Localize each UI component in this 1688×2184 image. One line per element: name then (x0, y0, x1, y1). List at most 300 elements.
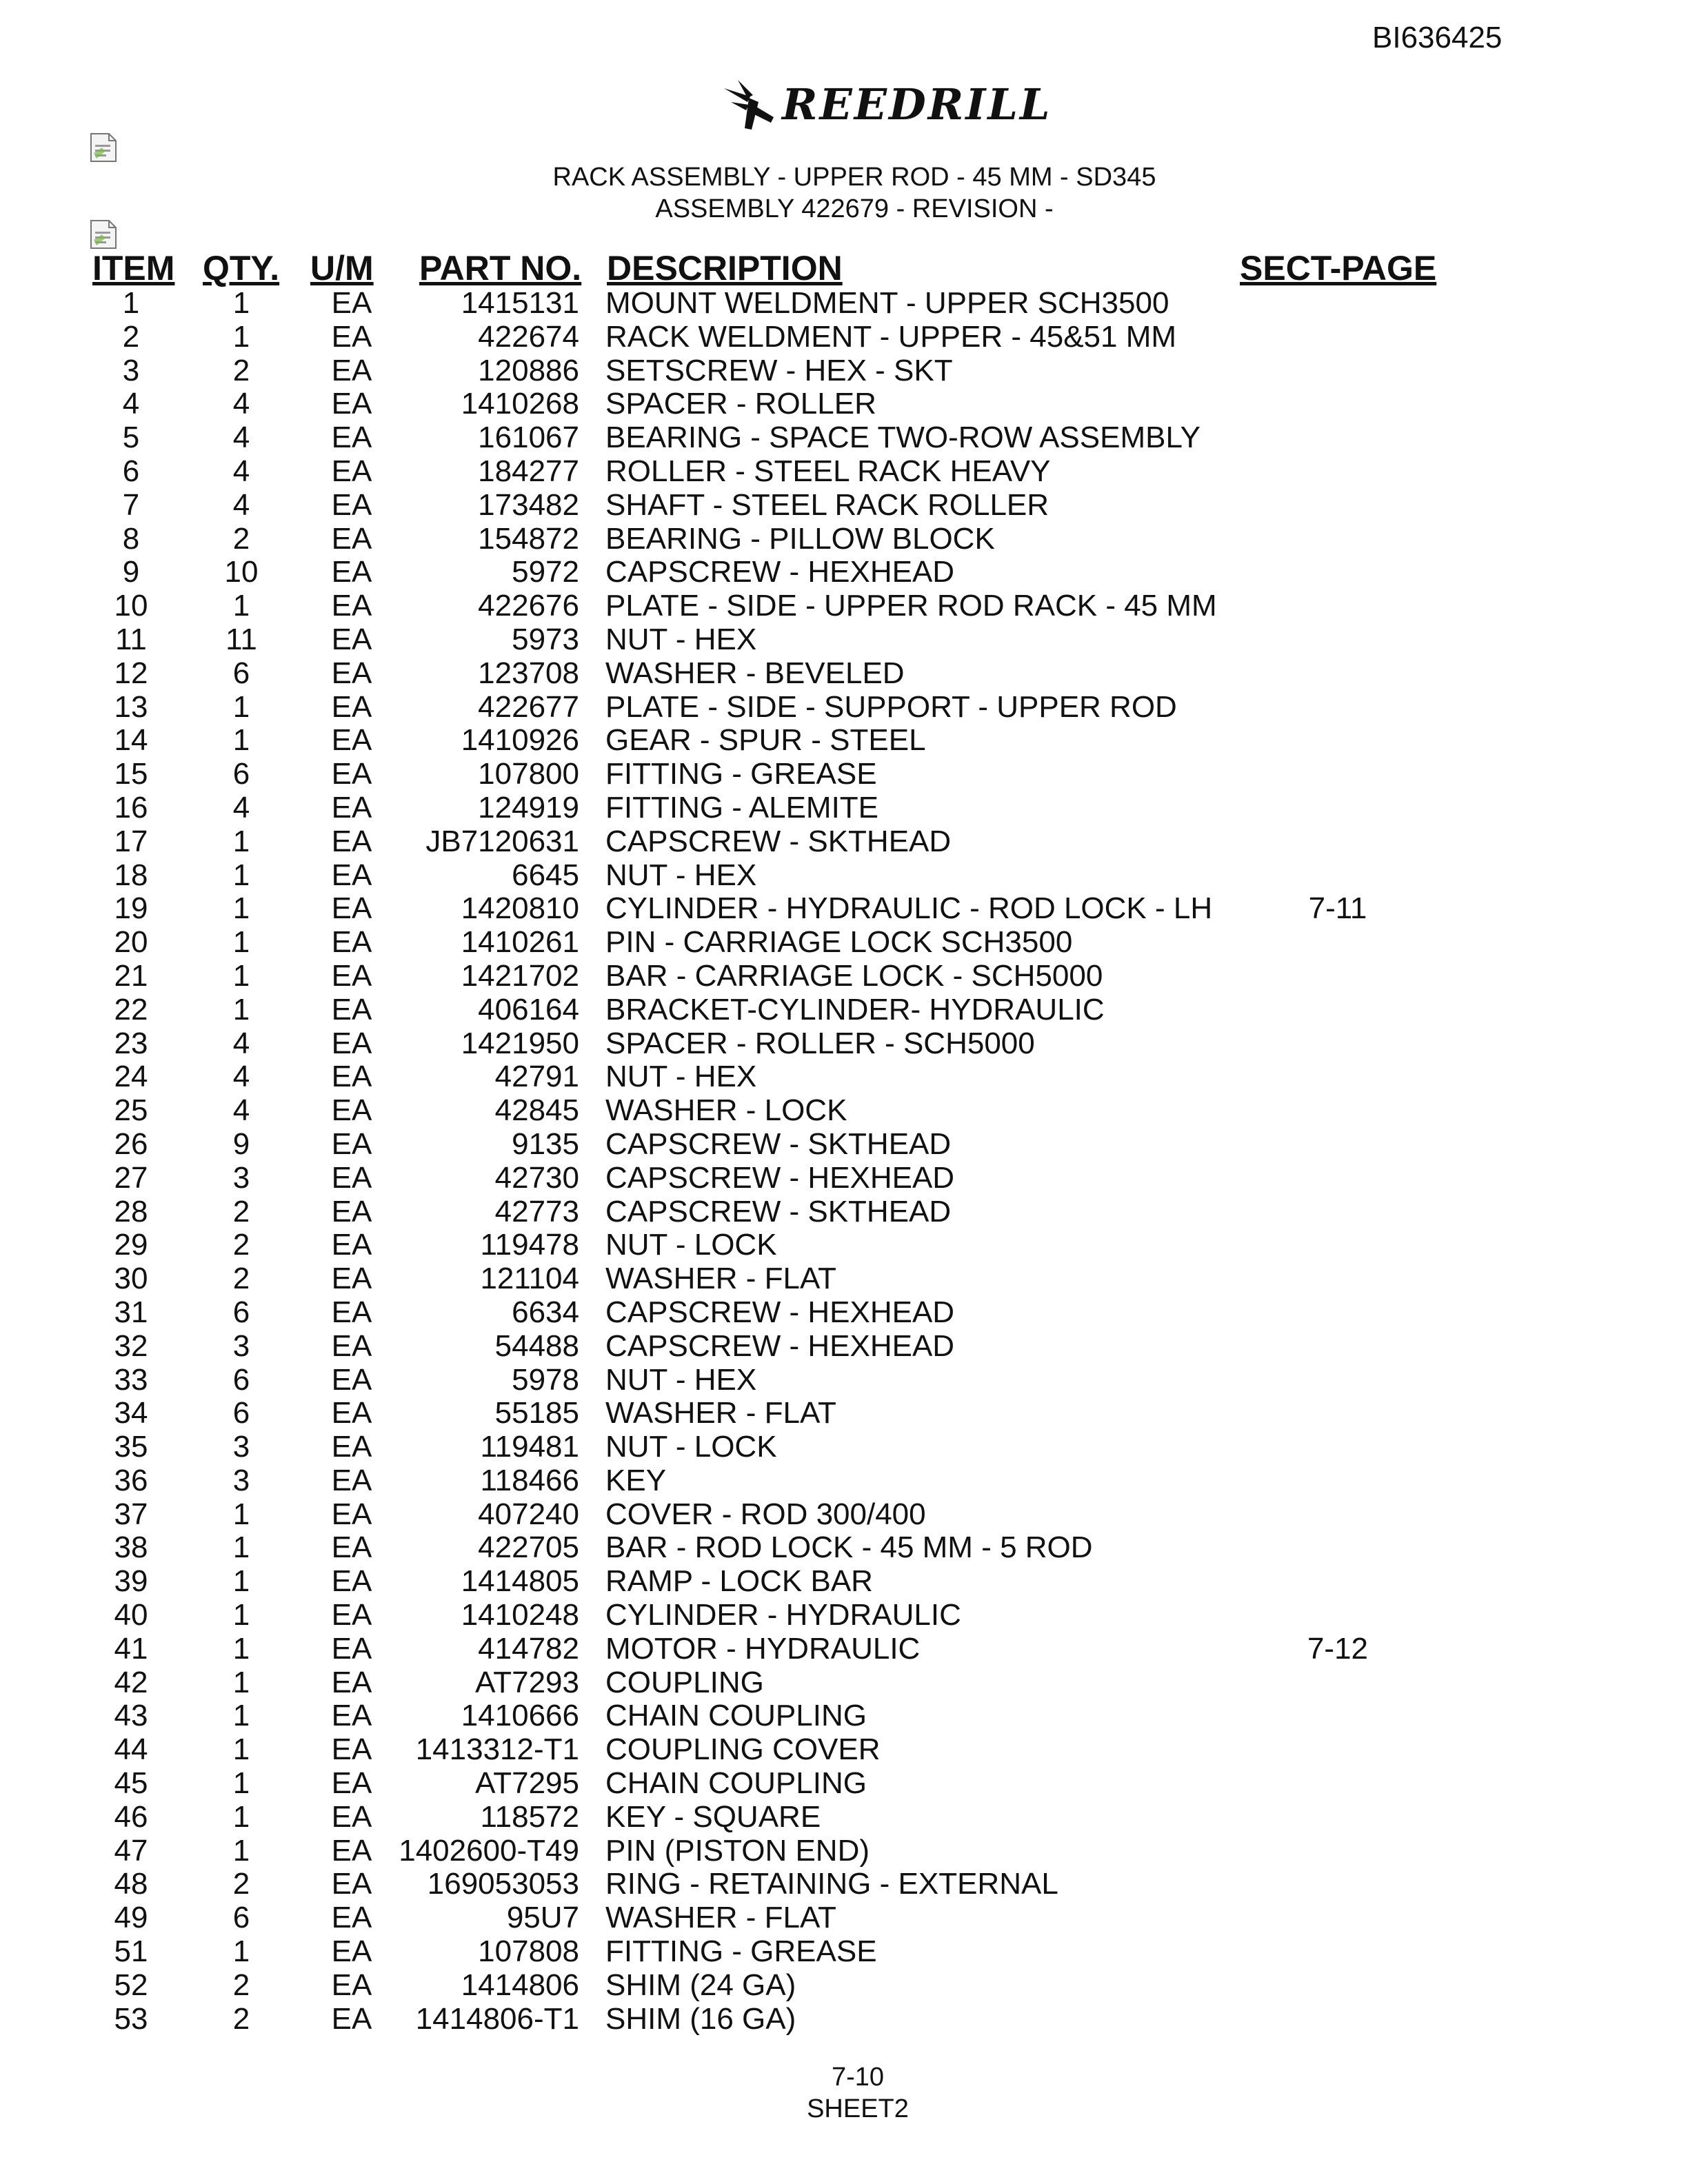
unit-of-measure: EA (331, 286, 372, 320)
description: NUT - HEX (605, 622, 757, 656)
quantity: 6 (232, 1362, 250, 1397)
description: CHAIN COUPLING (605, 1766, 867, 1801)
quantity: 1 (232, 858, 250, 892)
quantity: 1 (232, 824, 250, 858)
item-number: 19 (114, 891, 148, 926)
item-number: 11 (115, 622, 147, 656)
item-number: 35 (114, 1430, 148, 1464)
part-number: 422705 (478, 1530, 579, 1565)
description: NUT - HEX (605, 1060, 757, 1094)
item-number: 10 (114, 589, 148, 623)
table-row (0, 421, 1688, 455)
table-row (0, 1060, 1688, 1094)
table-row (0, 1599, 1688, 1632)
item-number: 32 (114, 1328, 148, 1363)
table-row (0, 1733, 1688, 1767)
unit-of-measure: EA (331, 1160, 372, 1195)
part-number: 118466 (480, 1463, 579, 1497)
quantity: 4 (232, 1093, 250, 1128)
table-row (0, 623, 1688, 657)
quantity: 1 (232, 1833, 250, 1868)
quantity: 2 (232, 521, 250, 556)
item-number: 17 (114, 824, 148, 858)
description: WASHER - FLAT (605, 1262, 836, 1296)
quantity: 1 (232, 1497, 250, 1531)
part-number: 1413312-T1 (415, 1732, 579, 1767)
table-row (0, 589, 1688, 623)
table-row (0, 1094, 1688, 1128)
description: PIN - CARRIAGE LOCK SCH3500 (605, 925, 1073, 960)
table-row (0, 691, 1688, 725)
quantity: 3 (232, 1463, 250, 1497)
table-row (0, 960, 1688, 993)
page-footer (0, 2061, 1688, 2125)
part-number: 1414805 (461, 1564, 579, 1599)
quantity: 1 (232, 689, 250, 724)
item-number: 4 (122, 387, 140, 421)
item-number: 20 (114, 925, 148, 960)
quantity: 1 (232, 723, 250, 758)
table-row (0, 321, 1688, 354)
quantity: 6 (232, 1396, 250, 1430)
item-number: 53 (114, 2001, 148, 2036)
title-line-2: ASSEMBLY 422679 - REVISION - (655, 194, 1054, 223)
item-number: 47 (114, 1833, 148, 1868)
table-row (0, 1228, 1688, 1262)
item-number: 39 (114, 1564, 148, 1599)
description: CAPSCREW - HEXHEAD (605, 1160, 955, 1195)
unit-of-measure: EA (331, 454, 372, 488)
part-number: 119481 (480, 1430, 579, 1464)
unit-of-measure: EA (331, 656, 372, 690)
quantity: 1 (232, 1732, 250, 1767)
table-row (0, 724, 1688, 758)
item-number: 38 (114, 1530, 148, 1565)
item-number: 5 (122, 421, 140, 455)
part-number: 123708 (478, 656, 579, 690)
col-sect-header: SECT-PAGE (1240, 249, 1437, 287)
table-row (0, 1027, 1688, 1061)
quantity: 1 (232, 319, 250, 354)
item-number: 28 (114, 1194, 148, 1228)
quantity: 4 (232, 487, 250, 522)
description: KEY (605, 1463, 667, 1497)
document-id: BI636425 (1372, 21, 1503, 54)
quantity: 6 (232, 1901, 250, 1935)
col-um-header: U/M (310, 249, 374, 287)
unit-of-measure: EA (331, 421, 372, 455)
part-number: 184277 (478, 454, 579, 488)
unit-of-measure: EA (331, 1093, 372, 1128)
part-number: 42773 (494, 1194, 579, 1228)
unit-of-measure: EA (331, 958, 372, 993)
description: CAPSCREW - SKTHEAD (605, 1194, 952, 1228)
unit-of-measure: EA (331, 353, 372, 387)
unit-of-measure: EA (331, 589, 372, 623)
table-row (0, 489, 1688, 523)
col-item-header: ITEM (92, 249, 175, 287)
quantity: 1 (232, 1665, 250, 1699)
unit-of-measure: EA (331, 824, 372, 858)
part-number: 42730 (494, 1160, 579, 1195)
table-row (0, 1262, 1688, 1296)
table-row (0, 2003, 1688, 2036)
quantity: 3 (232, 1430, 250, 1464)
quantity: 11 (225, 622, 257, 656)
unit-of-measure: EA (331, 521, 372, 556)
part-number: 1420810 (461, 891, 579, 926)
part-number: JB7120631 (425, 824, 579, 858)
description: NUT - LOCK (605, 1430, 777, 1464)
item-number: 27 (114, 1160, 148, 1195)
section-page: 7-11 (1308, 891, 1367, 926)
unit-of-measure: EA (331, 1295, 372, 1329)
unit-of-measure: EA (331, 992, 372, 1027)
part-number: 1410261 (461, 925, 579, 960)
item-number: 45 (114, 1766, 148, 1801)
part-number: 161067 (478, 421, 579, 455)
item-number: 7 (122, 487, 140, 522)
table-row (0, 1632, 1688, 1666)
table-row (0, 1430, 1688, 1464)
brand-logo (717, 74, 1052, 134)
item-number: 1 (122, 286, 140, 320)
description: WASHER - FLAT (605, 1396, 836, 1430)
part-number: 414782 (478, 1631, 579, 1666)
description: COUPLING COVER (605, 1732, 881, 1767)
table-row (0, 1801, 1688, 1834)
description: COVER - ROD 300/400 (605, 1497, 926, 1531)
unit-of-measure: EA (331, 2001, 372, 2036)
description: BEARING - PILLOW BLOCK (605, 521, 995, 556)
description: CHAIN COUPLING (605, 1699, 867, 1733)
part-number: 1414806-T1 (415, 2001, 579, 2036)
quantity: 6 (232, 1295, 250, 1329)
part-number: 422676 (478, 589, 579, 623)
item-number: 15 (114, 757, 148, 791)
table-row (0, 859, 1688, 893)
description: SPACER - ROLLER (605, 387, 876, 421)
description: BAR - ROD LOCK - 45 MM - 5 ROD (605, 1530, 1093, 1565)
document-icon (90, 132, 117, 163)
part-number: 6645 (512, 858, 579, 892)
description: RAMP - LOCK BAR (605, 1564, 873, 1599)
unit-of-measure: EA (331, 1631, 372, 1666)
quantity: 6 (232, 656, 250, 690)
unit-of-measure: EA (331, 1328, 372, 1363)
description: CAPSCREW - SKTHEAD (605, 824, 952, 858)
part-number: 407240 (478, 1497, 579, 1531)
table-row (0, 1901, 1688, 1935)
title-line-1: RACK ASSEMBLY - UPPER ROD - 45 MM - SD345 (552, 163, 1156, 192)
description: SHIM (16 GA) (605, 2001, 796, 2036)
item-number: 52 (114, 1968, 148, 2002)
item-number: 12 (114, 656, 148, 690)
unit-of-measure: EA (331, 689, 372, 724)
table-row (0, 556, 1688, 589)
table-row (0, 657, 1688, 691)
table-row (0, 1195, 1688, 1229)
quantity: 2 (232, 1867, 250, 1901)
table-row (0, 993, 1688, 1027)
unit-of-measure: EA (331, 858, 372, 892)
table-row (0, 1935, 1688, 1969)
item-number: 43 (114, 1699, 148, 1733)
description: NUT - LOCK (605, 1228, 777, 1262)
quantity: 6 (232, 757, 250, 791)
description: RING - RETAINING - EXTERNAL (605, 1867, 1058, 1901)
description: BRACKET-CYLINDER- HYDRAULIC (605, 992, 1105, 1027)
quantity: 10 (224, 555, 259, 589)
col-desc-header: DESCRIPTION (607, 249, 843, 287)
unit-of-measure: EA (331, 622, 372, 656)
part-number: 422674 (478, 319, 579, 354)
part-number: 120886 (478, 353, 579, 387)
part-number: 95U7 (506, 1901, 579, 1935)
part-number: 5973 (512, 622, 579, 656)
description: SHIM (24 GA) (605, 1968, 796, 2002)
item-number: 16 (114, 790, 148, 825)
item-number: 22 (114, 992, 148, 1027)
item-number: 24 (114, 1060, 148, 1094)
unit-of-measure: EA (331, 790, 372, 825)
description: SPACER - ROLLER - SCH5000 (605, 1026, 1035, 1060)
item-number: 40 (114, 1598, 148, 1632)
quantity: 1 (232, 958, 250, 993)
part-number: 406164 (478, 992, 579, 1027)
unit-of-measure: EA (331, 1026, 372, 1060)
description: SHAFT - STEEL RACK ROLLER (605, 487, 1049, 522)
table-row (0, 387, 1688, 421)
quantity: 2 (232, 1194, 250, 1228)
parts-table (0, 287, 1688, 2036)
description: CYLINDER - HYDRAULIC - ROD LOCK - LH (605, 891, 1213, 926)
description: ROLLER - STEEL RACK HEAVY (605, 454, 1051, 488)
part-number: 42845 (494, 1093, 579, 1128)
description: WASHER - BEVELED (605, 656, 905, 690)
description: FITTING - ALEMITE (605, 790, 879, 825)
assembly-title (0, 161, 1688, 225)
part-number: 107808 (478, 1934, 579, 1969)
table-row (0, 1666, 1688, 1700)
quantity: 1 (232, 1631, 250, 1666)
part-number: 1402600-T49 (399, 1833, 579, 1868)
part-number: 6634 (512, 1295, 579, 1329)
quantity: 1 (232, 589, 250, 623)
part-number: 169053053 (427, 1867, 579, 1901)
unit-of-measure: EA (331, 1530, 372, 1565)
item-number: 36 (114, 1463, 148, 1497)
unit-of-measure: EA (331, 1598, 372, 1632)
description: CAPSCREW - HEXHEAD (605, 1328, 955, 1363)
description: CAPSCREW - HEXHEAD (605, 1295, 955, 1329)
quantity: 4 (232, 421, 250, 455)
item-number: 41 (114, 1631, 148, 1666)
description: PIN (PISTON END) (605, 1833, 870, 1868)
unit-of-measure: EA (331, 1362, 372, 1397)
part-number: 42791 (494, 1060, 579, 1094)
unit-of-measure: EA (331, 1732, 372, 1767)
item-number: 34 (114, 1396, 148, 1430)
unit-of-measure: EA (331, 1396, 372, 1430)
part-number: 1421702 (461, 958, 579, 993)
description: FITTING - GREASE (605, 757, 877, 791)
unit-of-measure: EA (331, 1060, 372, 1094)
item-number: 44 (114, 1732, 148, 1767)
item-number: 26 (114, 1126, 148, 1161)
unit-of-measure: EA (331, 387, 372, 421)
item-number: 6 (122, 454, 140, 488)
quantity: 2 (232, 1262, 250, 1296)
item-number: 29 (114, 1228, 148, 1262)
quantity: 1 (232, 992, 250, 1027)
part-number: 121104 (480, 1262, 579, 1296)
description: WASHER - FLAT (605, 1901, 836, 1935)
unit-of-measure: EA (331, 1126, 372, 1161)
unit-of-measure: EA (331, 723, 372, 758)
description: SETSCREW - HEX - SKT (605, 353, 953, 387)
reedrill-logo-icon (717, 74, 779, 134)
quantity: 4 (232, 790, 250, 825)
part-number: 173482 (478, 487, 579, 522)
unit-of-measure: EA (331, 1564, 372, 1599)
quantity: 1 (232, 1799, 250, 1834)
quantity: 2 (232, 353, 250, 387)
table-row (0, 1364, 1688, 1397)
table-row (0, 892, 1688, 926)
unit-of-measure: EA (331, 1262, 372, 1296)
item-number: 51 (114, 1934, 148, 1969)
col-qty-header: QTY. (203, 249, 280, 287)
part-number: AT7295 (475, 1766, 579, 1801)
table-row (0, 523, 1688, 556)
unit-of-measure: EA (331, 487, 372, 522)
item-number: 31 (114, 1295, 148, 1329)
part-number: 118572 (480, 1799, 579, 1834)
quantity: 9 (232, 1126, 250, 1161)
description: NUT - HEX (605, 858, 757, 892)
quantity: 2 (232, 1968, 250, 2002)
table-row (0, 455, 1688, 489)
item-number: 23 (114, 1026, 148, 1060)
quantity: 1 (232, 1564, 250, 1599)
part-number: 5978 (512, 1362, 579, 1397)
item-number: 49 (114, 1901, 148, 1935)
description: PLATE - SIDE - SUPPORT - UPPER ROD (605, 689, 1177, 724)
quantity: 2 (232, 2001, 250, 2036)
quantity: 1 (232, 891, 250, 926)
unit-of-measure: EA (331, 891, 372, 926)
brand-name: REEDRILL (782, 79, 1052, 130)
table-row (0, 354, 1688, 388)
quantity: 1 (232, 286, 250, 320)
table-row (0, 1969, 1688, 2003)
quantity: 1 (232, 1699, 250, 1733)
part-number: 5972 (512, 555, 579, 589)
item-number: 9 (122, 555, 140, 589)
table-row (0, 1162, 1688, 1195)
table-row (0, 1699, 1688, 1733)
unit-of-measure: EA (331, 1968, 372, 2002)
table-row (0, 825, 1688, 859)
table-row (0, 1397, 1688, 1430)
part-number: 422677 (478, 689, 579, 724)
sheet-label: SHEET2 (807, 2094, 909, 2123)
quantity: 4 (232, 454, 250, 488)
table-row (0, 287, 1688, 321)
quantity: 1 (232, 1530, 250, 1565)
quantity: 2 (232, 1228, 250, 1262)
part-number: 124919 (478, 790, 579, 825)
unit-of-measure: EA (331, 1766, 372, 1801)
quantity: 1 (232, 1934, 250, 1969)
item-number: 14 (114, 723, 148, 758)
description: FITTING - GREASE (605, 1934, 877, 1969)
table-row (0, 1498, 1688, 1532)
item-number: 48 (114, 1867, 148, 1901)
description: BAR - CARRIAGE LOCK - SCH5000 (605, 958, 1103, 993)
section-page: 7-12 (1307, 1631, 1369, 1666)
item-number: 3 (122, 353, 140, 387)
part-number: AT7293 (475, 1665, 579, 1699)
part-number: 1410248 (461, 1598, 579, 1632)
part-number: 1410268 (461, 387, 579, 421)
item-number: 8 (122, 521, 140, 556)
description: KEY - SQUARE (605, 1799, 821, 1834)
quantity: 1 (232, 925, 250, 960)
quantity: 1 (232, 1766, 250, 1801)
part-number: 107800 (478, 757, 579, 791)
item-number: 30 (114, 1262, 148, 1296)
unit-of-measure: EA (331, 1833, 372, 1868)
table-row (0, 1296, 1688, 1330)
col-part-header: PART NO. (419, 249, 582, 287)
part-number: 55185 (494, 1396, 579, 1430)
description: CYLINDER - HYDRAULIC (605, 1598, 961, 1632)
unit-of-measure: EA (331, 1799, 372, 1834)
part-number: 1410926 (461, 723, 579, 758)
table-row (0, 758, 1688, 791)
description: PLATE - SIDE - UPPER ROD RACK - 45 MM (605, 589, 1217, 623)
page-number: 7-10 (831, 2063, 885, 2092)
unit-of-measure: EA (331, 1867, 372, 1901)
table-row (0, 1565, 1688, 1599)
quantity: 3 (232, 1160, 250, 1195)
item-number: 33 (114, 1362, 148, 1397)
table-row (0, 1128, 1688, 1162)
part-number: 1421950 (461, 1026, 579, 1060)
table-row (0, 791, 1688, 825)
quantity: 4 (232, 387, 250, 421)
description: RACK WELDMENT - UPPER - 45&51 MM (605, 319, 1177, 354)
unit-of-measure: EA (331, 1497, 372, 1531)
part-number: 1414806 (461, 1968, 579, 2002)
quantity: 1 (232, 1598, 250, 1632)
unit-of-measure: EA (331, 1194, 372, 1228)
unit-of-measure: EA (331, 1699, 372, 1733)
item-number: 2 (122, 319, 140, 354)
part-number: 119478 (480, 1228, 579, 1262)
unit-of-measure: EA (331, 757, 372, 791)
description: COUPLING (605, 1665, 764, 1699)
unit-of-measure: EA (331, 555, 372, 589)
item-number: 37 (114, 1497, 148, 1531)
description: GEAR - SPUR - STEEL (605, 723, 926, 758)
part-number: 1415131 (461, 286, 579, 320)
item-number: 18 (114, 858, 148, 892)
table-row (0, 1464, 1688, 1498)
table-row (0, 1330, 1688, 1364)
